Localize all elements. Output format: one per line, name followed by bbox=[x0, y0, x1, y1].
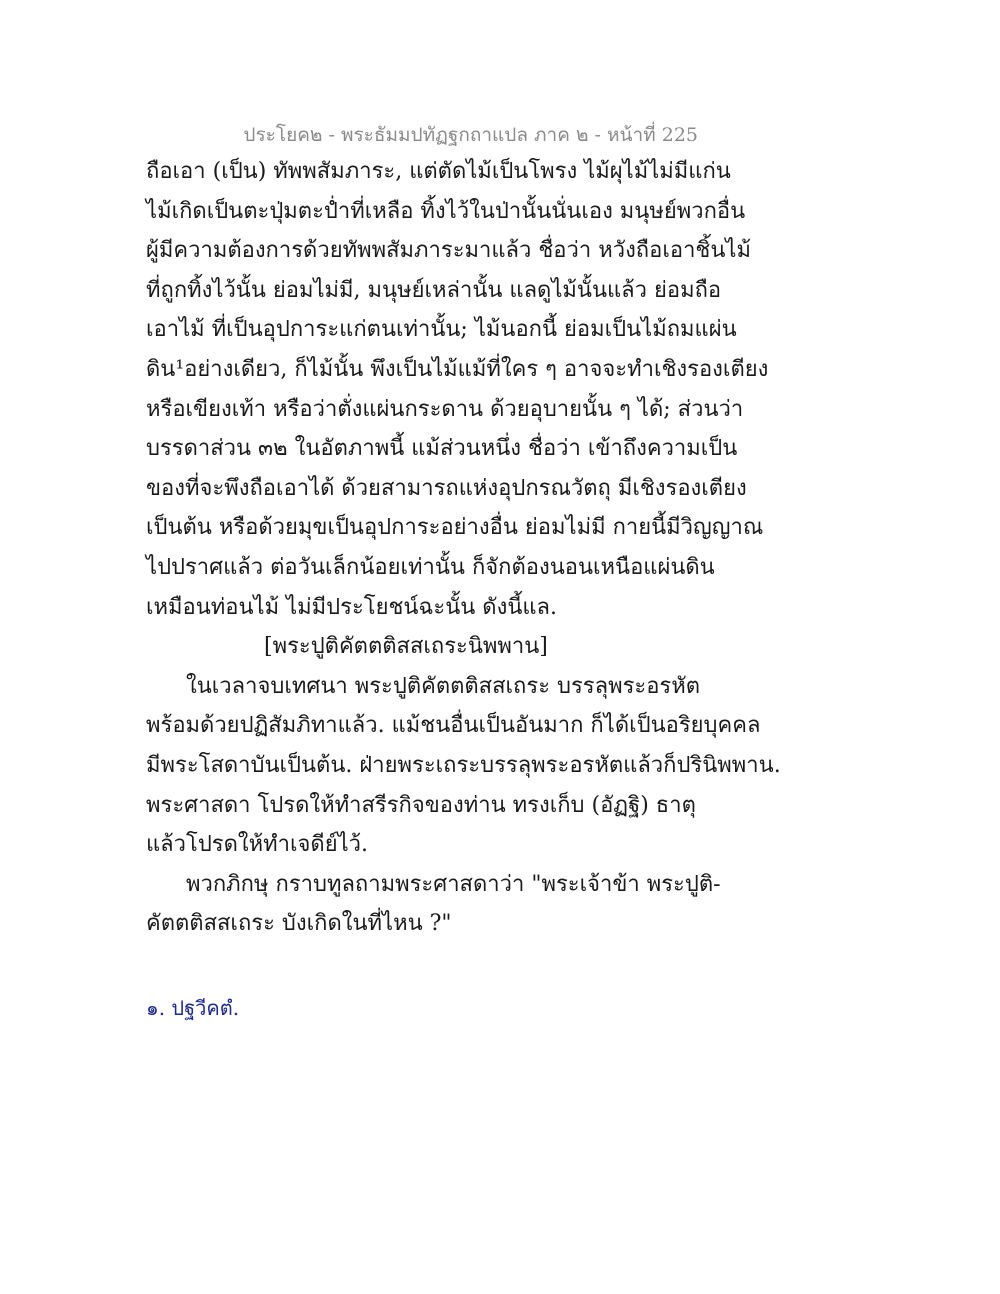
text-line: แล้วโปรดให้ทำเจดีย์ไว้. bbox=[146, 832, 368, 858]
text-line: เหมือนท่อนไม้ ไม่มีประโยชน์ฉะนั้น ดังนี้แล. bbox=[146, 594, 558, 620]
footnote: ๑. ปฐวีคตํ. bbox=[146, 996, 240, 1020]
text-line: ถือเอา (เป็น) ทัพพสัมภาระ, แต่ตัดไม้เป็นโพรง ไม้ผุไม้ไม่มีแก่น bbox=[146, 159, 731, 184]
section-heading: [พระปูติคัตตติสสเถระนิพพาน] bbox=[264, 634, 548, 660]
text-line: พวกภิกษุ กราบทูลถามพระศาสดาว่า "พระเจ้าข้า พระปูติ- bbox=[186, 871, 721, 897]
text-line: เอาไม้ ที่เป็นอุปการะแก่ตนเท่านั้น; ไม้นอกนี้ ย่อมเป็นไม้ถมแผ่น bbox=[146, 317, 737, 343]
text-line: หรือเขียงเท้า หรือว่าตั่งแผ่นกระดาน ด้วยอุบายนั้น ๆ ได้; ส่วนว่า bbox=[146, 396, 744, 422]
text-line: มีพระโสดาบันเป็นต้น. ฝ่ายพระเถระบรรลุพระอรหัตแล้วก็ปรินิพพาน. bbox=[146, 752, 781, 778]
text-line: เป็นต้น หรือด้วยมุขเป็นอุปการะอย่างอื่น ย่อมไม่มี กายนี้มีวิญญาณ bbox=[146, 515, 764, 541]
text-line: ของที่จะพึงถือเอาได้ ด้วยสามารถแห่งอุปกรณวัตถุ มีเชิงรองเตียง bbox=[146, 475, 747, 501]
text-line: ดิน¹อย่างเดียว, ก็ไม้นั้น พึงเป็นไม้แม้ที่ใคร ๆ อาจจะทำเชิงรองเตียง bbox=[146, 356, 769, 382]
text-line: ไปปราศแล้ว ต่อวันเล็กน้อยเท่านั้น ก็จักต้องนอนเหนือแผ่นดิน bbox=[146, 554, 715, 580]
text-line: พร้อมด้วยปฏิสัมภิทาแล้ว. แม้ชนอื่นเป็นอันมาก ก็ได้เป็นอริยบุคคล bbox=[146, 713, 761, 739]
text-line: ไม้เกิดเป็นตะปุ่มตะป่ำที่เหลือ ทิ้งไว้ในป่านั้นนั่นเอง มนุษย์พวกอื่น bbox=[146, 198, 746, 224]
text-line: ในเวลาจบเทศนา พระปูติคัตตติสสเถระ บรรลุพระอรหัต bbox=[186, 673, 701, 699]
text-line: ที่ถูกทิ้งไว้นั้น ย่อมไม่มี, มนุษย์เหล่านั้น แลดูไม้นั้นแล้ว ย่อมถือ bbox=[146, 277, 722, 303]
running-header: ประโยค๒ - พระธัมมปทัฏฐกถาแปล ภาค ๒ - หน้าที่ 225 bbox=[243, 124, 698, 146]
text-line: คัตตติสสเถระ บังเกิดในที่ไหน ?" bbox=[146, 911, 452, 937]
body-text bbox=[146, 152, 866, 944]
text-line: พระศาสดา โปรดให้ทำสรีรกิจของท่าน ทรงเก็บ (อัฏฐิ) ธาตุ bbox=[146, 792, 696, 818]
text-line: บรรดาส่วน ๓๒ ในอัตภาพนี้ แม้ส่วนหนึ่ง ชื่อว่า เข้าถึงความเป็น bbox=[146, 436, 738, 462]
text-line: ผู้มีความต้องการด้วยทัพพสัมภาระมาแล้ว ชื่อว่า หวังถือเอาชิ้นไม้ bbox=[146, 238, 751, 264]
